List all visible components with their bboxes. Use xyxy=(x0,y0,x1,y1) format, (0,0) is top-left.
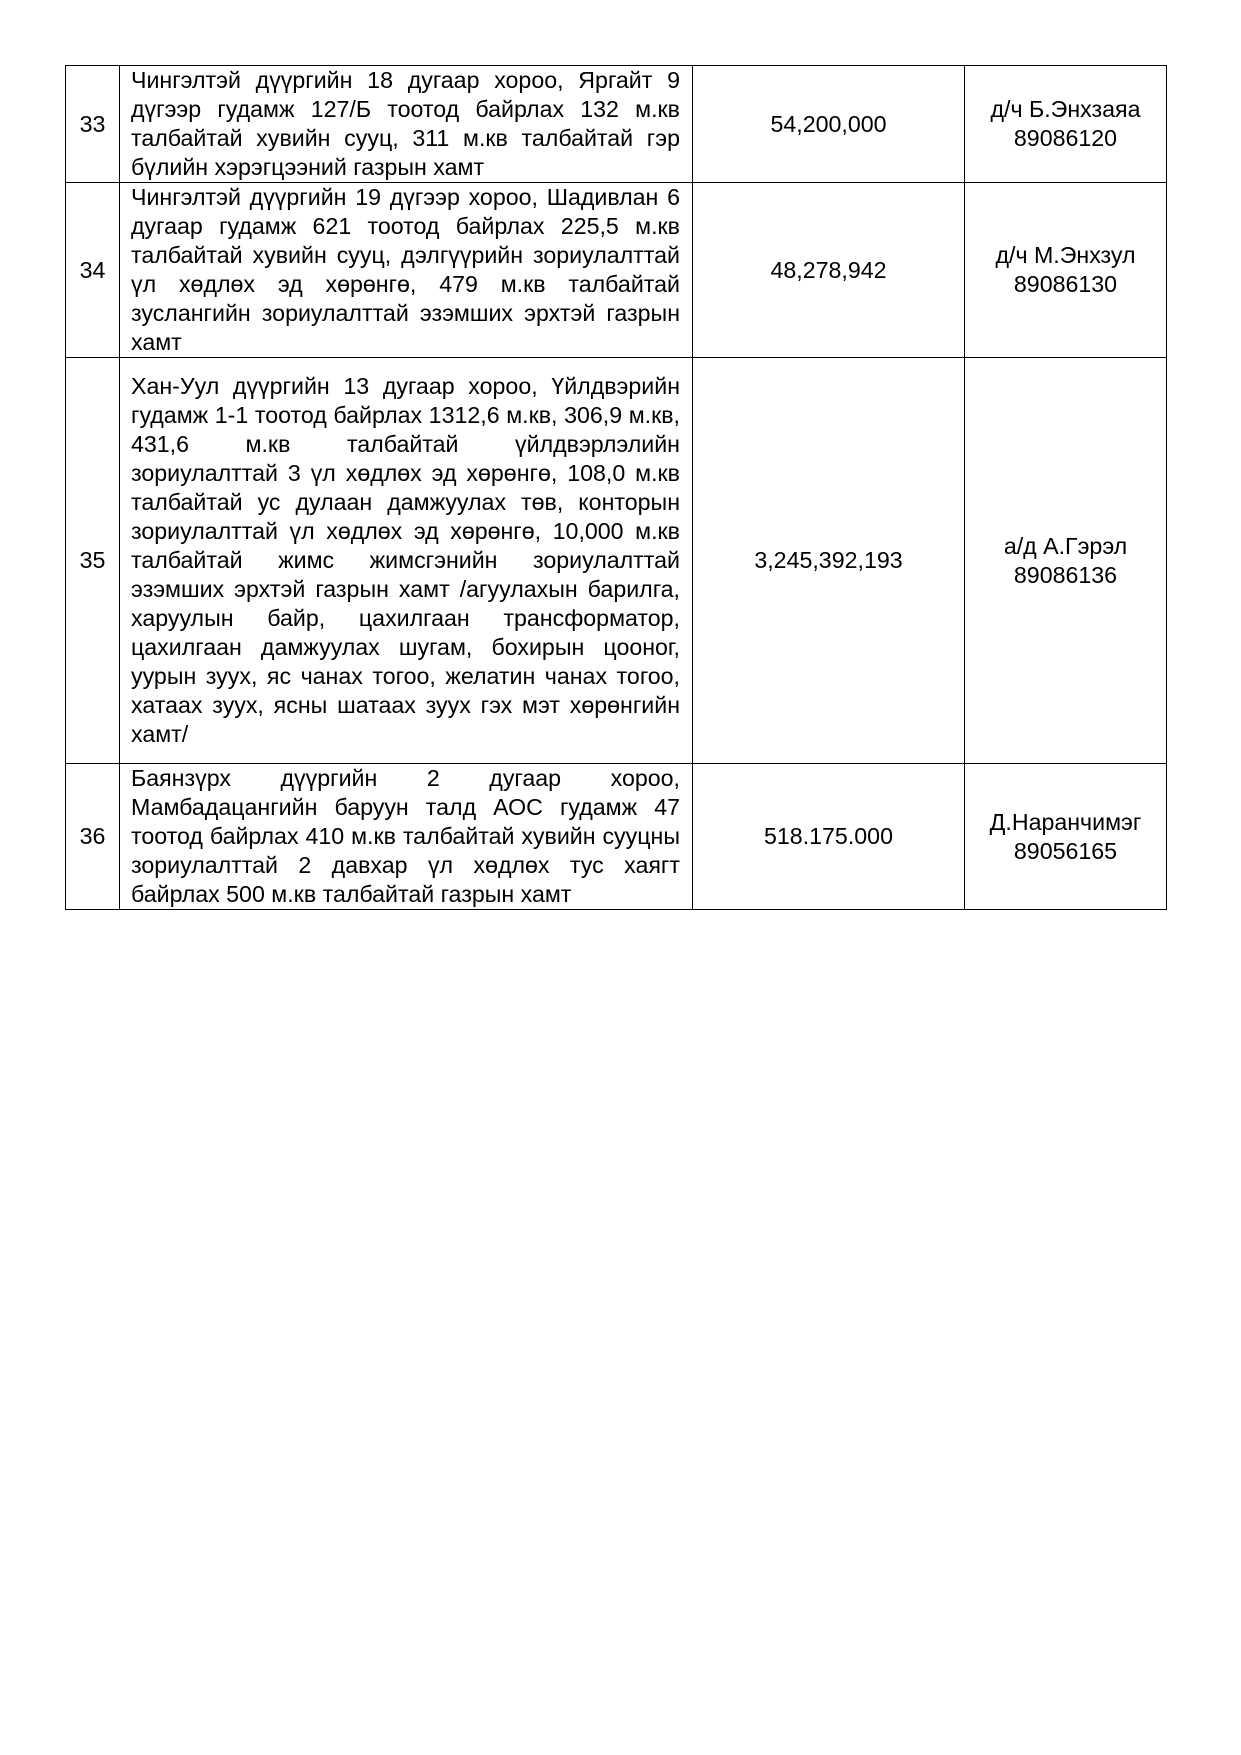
table-row xyxy=(66,183,1167,358)
contact-phone: 89086130 xyxy=(1013,271,1118,297)
asset-price: 3,245,392,193 xyxy=(693,358,965,764)
asset-table xyxy=(65,65,1167,910)
contact-name: д/ч Б.Энхзаяа xyxy=(990,96,1141,122)
asset-price: 518.175.000 xyxy=(693,764,965,910)
asset-price: 48,278,942 xyxy=(693,183,965,358)
asset-description: Хан-Уул дүүргийн 13 дугаар хороо, Үйлдвэрийн гудамж 1-1 тоотод байрлах 1312,6 м.кв, 306,9 м.кв, 431,6 м.кв талбайтай үйлдвэрлэлийн зориулалттай 3 үл хөдлөх эд хөрөнгө, 108,0 м.кв талбайтай ус дулаан дамжуулах төв, конторын зориулалттай үл хөдлөх эд хөрөнгө, 10,000 м.кв талбайтай жимс жимсгэнийн зориулалттай эзэмших эрхтэй газрын хамт /агуулахын барилга, харуулын байр, цахилгаан трансформатор, цахилгаан дамжуулах шугам, бохирын цооног, уурын зуух, яс чанах тогоо, желатин чанах тогоо, хатаах зуух, ясны шатаах зуух гэх мэт хөрөнгийн хамт/ xyxy=(120,358,693,764)
contact-cell xyxy=(965,183,1167,358)
contact-name: Д.Наранчимэг xyxy=(989,808,1142,835)
contact-name: а/д А.Гэрэл xyxy=(1003,532,1128,559)
row-number: 35 xyxy=(66,358,120,764)
row-number: 34 xyxy=(66,183,120,358)
contact-name: д/ч М.Энхзул xyxy=(995,242,1136,268)
table-row xyxy=(66,358,1167,764)
contact-cell xyxy=(965,764,1167,910)
asset-description: Чингэлтэй дүүргийн 19 дүгээр хороо, Шадивлан 6 дугаар гудамж 621 тоотод байрлах 225,5 м.кв талбайтай хувийн сууц, дэлгүүрийн зориулалттай үл хөдлөх эд хөрөнгө, 479 м.кв талбайтай зуслангийн зориулалттай эзэмших эрхтэй газрын хамт xyxy=(120,183,693,358)
contact-phone: 89086136 xyxy=(1013,561,1118,588)
asset-description: Чингэлтэй дүүргийн 18 дугаар хороо, Яргайт 9 дүгээр гудамж 127/Б тоотод байрлах 132 м.кв талбайтай хувийн сууц, 311 м.кв талбайтай гэр бүлийн хэрэгцээний газрын хамт xyxy=(120,66,693,183)
contact-cell xyxy=(965,66,1167,183)
contact-cell xyxy=(965,358,1167,764)
asset-price: 54,200,000 xyxy=(693,66,965,183)
contact-phone: 89086120 xyxy=(1013,125,1118,151)
table-row xyxy=(66,66,1167,183)
asset-description: Баянзүрх дүүргийн 2 дугаар хороо, Мамбадацангийн баруун талд АОС гудамж 47 тоотод байрлах 410 м.кв талбайтай хувийн сууцны зориулалттай 2 давхар үл хөдлөх тус хаягт байрлах 500 м.кв талбайтай газрын хамт xyxy=(120,764,693,910)
contact-phone: 89056165 xyxy=(1013,837,1118,864)
row-number: 36 xyxy=(66,764,120,910)
table-row xyxy=(66,764,1167,910)
row-number: 33 xyxy=(66,66,120,183)
